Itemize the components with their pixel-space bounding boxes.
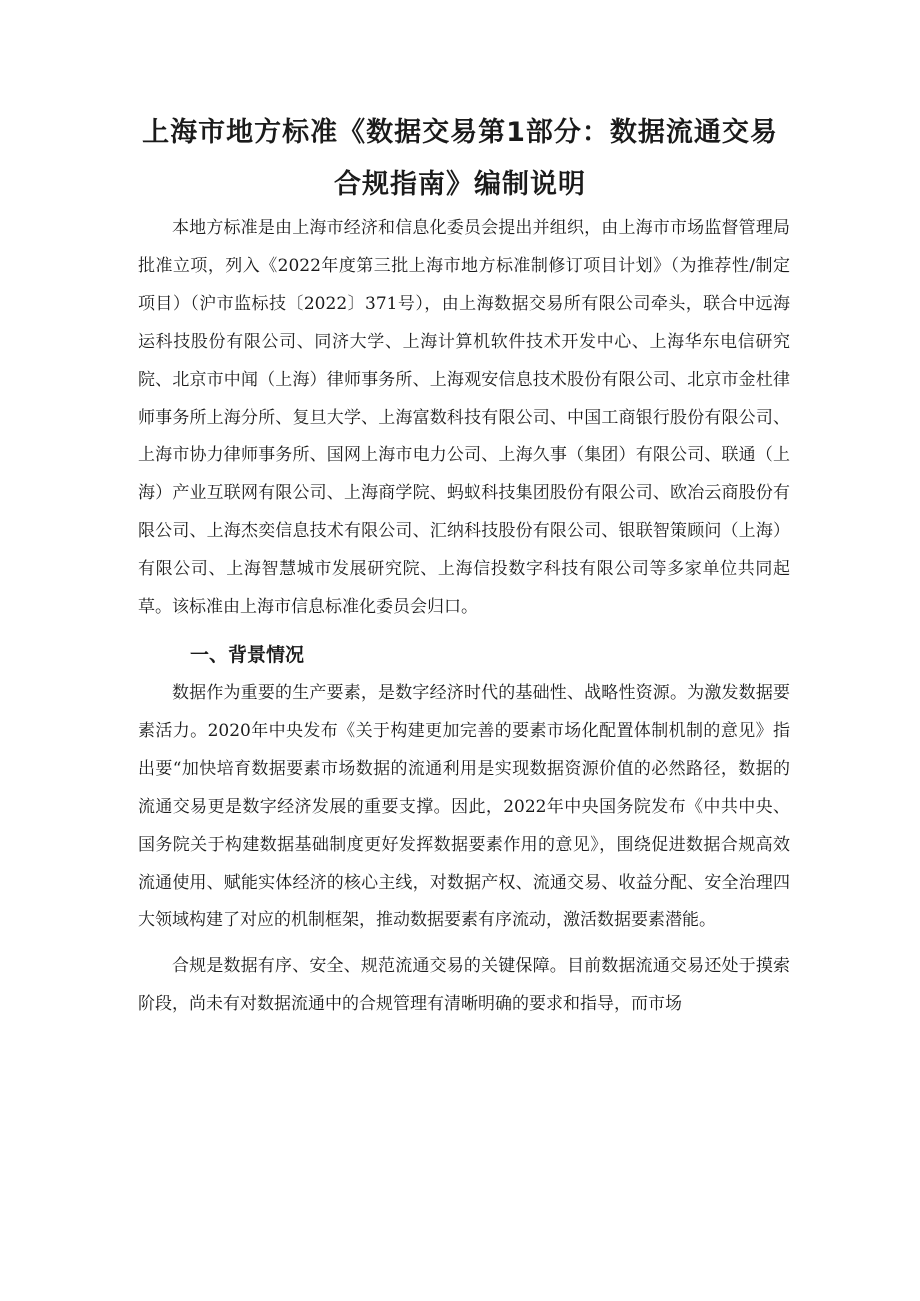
document-title-line-1: 上海市地方标准《数据交易第1部分：数据流通交易 [142, 117, 778, 148]
document-body [138, 210, 790, 1024]
intro-paragraph: 本地方标准是由上海市经济和信息化委员会提出并组织，由上海市市场监督管理局批准立项，列入《2022年度第三批上海市地方标准制修订项目计划》（为推荐性/制定项目）（沪市监标技〔2022〕371号），由上海数据交易所有限公司牵头，联合中远海运科技股份有限公司、同济大学、上海计算机软件技术开发中心、上海华东电信研究院、北京市中闻（上海）律师事务所、上海观安信息技术股份有限公司、北京市金杜律师事务所上海分所、复旦大学、上海富数科技有限公司、中国工商银行股份有限公司、上海市协力律师事务所、国网上海市电力公司、上海久事（集团）有限公司、联通（上海）产业互联网有限公司、上海商学院、蚂蚁科技集团股份有限公司、欧冶云商股份有限公司、上海杰奕信息技术有限公司、汇纳科技股份有限公司、银联智策顾问（上海）有限公司、上海智慧城市发展研究院、上海信投数字科技有限公司等多家单位共同起草。该标准由上海市信息标准化委员会归口。 [138, 218, 790, 618]
section-heading-background: 一、背景情况 [190, 643, 305, 666]
background-paragraph-1: 数据作为重要的生产要素，是数字经济时代的基础性、战略性资源。为激发数据要素活力。2020年中央发布《关于构建更加完善的要素市场化配置体制机制的意见》指出要“加快培育数据要素市场数据的流通利用是实现数据资源价值的必然路径，数据的流通交易更是数字经济发展的重要支撑。因此，2022年中央国务院发布《中共中央、国务院关于构建数据基础制度更好发挥数据要素作用的意见》，围绕促进数据合规高效流通使用、赋能实体经济的核心主线，对数据产权、流通交易、收益分配、安全治理四大领域构建了对应的机制框架，推动数据要素有序流动，激活数据要素潜能。 [138, 682, 790, 931]
background-paragraph-2: 合规是数据有序、安全、规范流通交易的关键保障。目前数据流通交易还处于摸索阶段，尚未有对数据流通中的合规管理有清晰明确的要求和指导，而市场 [138, 956, 790, 1015]
document-title-line-2: 合规指南》编制说明 [334, 169, 586, 200]
